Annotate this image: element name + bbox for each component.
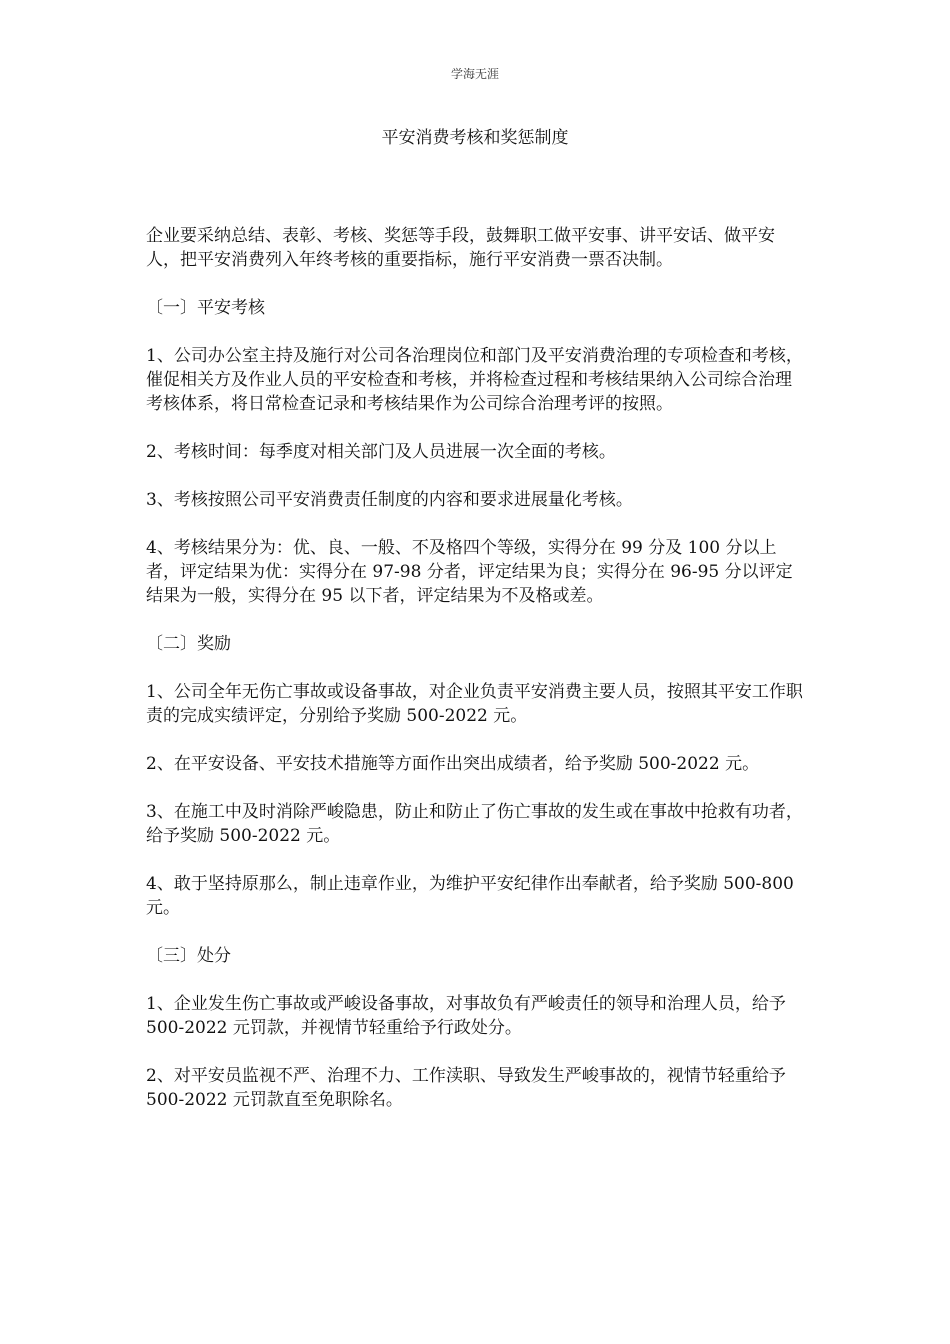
paragraph: 2、对平安员监视不严、治理不力、工作渎职、导致发生严峻事故的，视情节轻重给予 500-2022 元罚款直至免职除名。: [146, 1066, 786, 1110]
paragraph: 3、考核按照公司平安消费责任制度的内容和要求进展量化考核。: [146, 490, 633, 510]
section-heading-rewards: 〔二〕奖励: [146, 634, 231, 654]
paragraph: 4、敢于坚持原那么，制止违章作业，为维护平安纪律作出奉献者，给予奖励 500-800 元。: [146, 874, 794, 918]
paragraph: 1、公司全年无伤亡事故或设备事故，对企业负责平安消费主要人员，按照其平安工作职责的完成实绩评定，分别给予奖励 500-2022 元。: [146, 682, 803, 726]
paragraph: 4、考核结果分为：优、良、一般、不及格四个等级，实得分在 99 分及 100 分以上者，评定结果为优：实得分在 97-98 分者，评定结果为良；实得分在 96-95 分以评定结果为一般，实得分在 95 以下者，评定结果为不及格或差。: [146, 538, 793, 606]
document-title: 平安消费考核和奖惩制度: [381, 128, 569, 148]
page-header: 学海无涯: [450, 67, 499, 81]
intro-paragraph: 企业要采纳总结、表彰、考核、奖惩等手段，鼓舞职工做平安事、讲平安话、做平安人，把平安消费列入年终考核的重要指标，施行平安消费一票否决制。: [146, 226, 775, 270]
paragraph: 2、考核时间：每季度对相关部门及人员进展一次全面的考核。: [146, 442, 616, 462]
paragraph: 1、企业发生伤亡事故或严峻设备事故，对事故负有严峻责任的领导和治理人员，给予 500-2022 元罚款，并视情节轻重给予行政处分。: [146, 994, 786, 1038]
section-heading-penalties: 〔三〕处分: [146, 946, 231, 966]
paragraph: 1、公司办公室主持及施行对公司各治理岗位和部门及平安消费治理的专项检查和考核，催促相关方及作业人员的平安检查和考核，并将检查过程和考核结果纳入公司综合治理考核体系，将日常检查记录和考核结果作为公司综合治理考评的按照。: [146, 346, 803, 414]
document-body: [146, 224, 808, 1136]
paragraph: 2、在平安设备、平安技术措施等方面作出突出成绩者，给予奖励 500-2022 元。: [146, 754, 760, 774]
paragraph: 3、在施工中及时消除严峻隐患，防止和防止了伤亡事故的发生或在事故中抢救有功者，给予奖励 500-2022 元。: [146, 802, 803, 846]
section-heading-assessment: 〔一〕平安考核: [146, 298, 265, 318]
